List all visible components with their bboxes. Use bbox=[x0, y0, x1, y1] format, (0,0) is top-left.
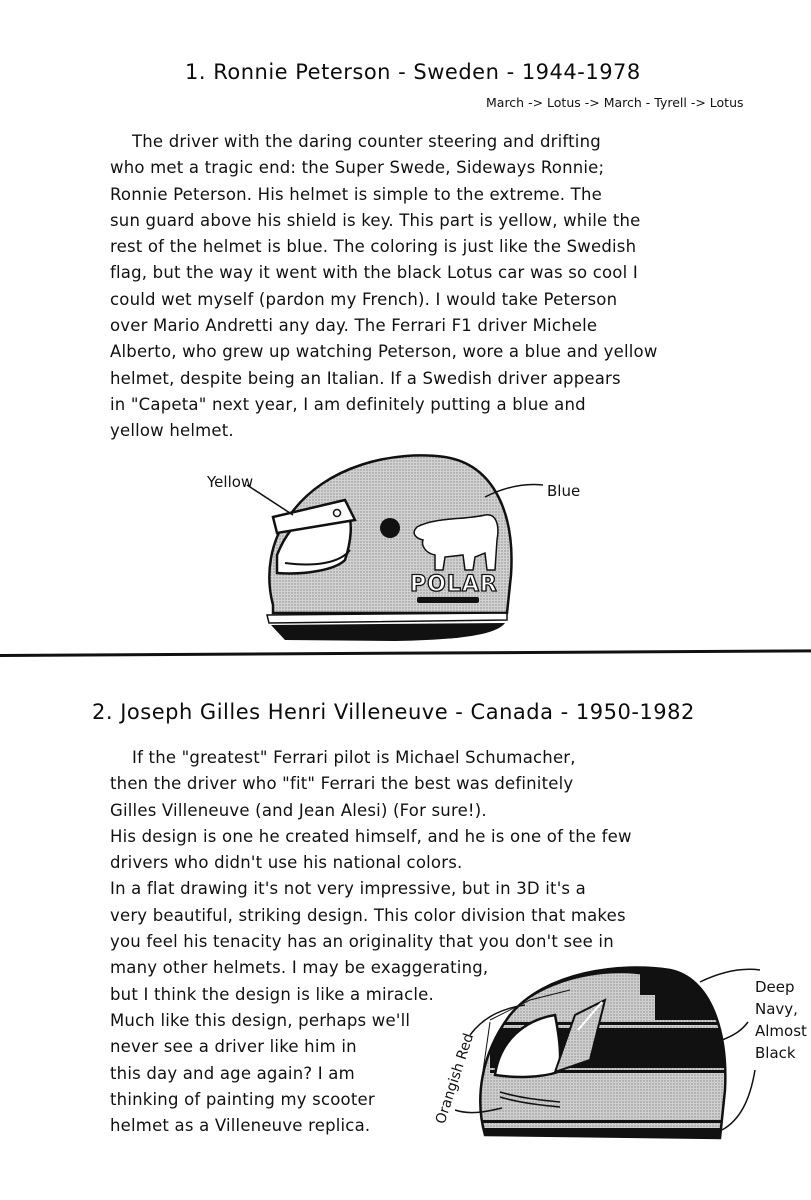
paragraph-line: Alberto, who grew up watching Peterson, wore a blue and yellow bbox=[110, 342, 658, 362]
paragraph-line: in "Capeta" next year, I am definitely putting a blue and bbox=[110, 394, 586, 414]
section-1-team-history: March -> Lotus -> March - Tyrell -> Lotus bbox=[486, 95, 744, 110]
paragraph-line: who met a tragic end: the Super Swede, Sideways Ronnie; bbox=[110, 158, 605, 178]
paragraph-line: The driver with the daring counter steering and drifting bbox=[132, 132, 601, 151]
paragraph-line: helmet as a Villeneuve replica. bbox=[110, 1116, 371, 1136]
paragraph-line: then the driver who "fit" Ferrari the best was definitely bbox=[110, 774, 574, 794]
section-divider bbox=[0, 649, 811, 657]
paragraph-line: Ronnie Peterson. His helmet is simple to the extreme. The bbox=[110, 184, 602, 204]
label-deep-navy-line-2: Navy, bbox=[755, 1000, 798, 1018]
paragraph-line: His design is one he created himself, and he is one of the few bbox=[110, 826, 632, 846]
section-1-title: 1. Ronnie Peterson - Sweden - 1944-1978 bbox=[185, 60, 641, 84]
paragraph-line: many other helmets. I may be exaggerating, bbox=[110, 958, 489, 978]
paragraph-line: this day and age again? I am bbox=[110, 1063, 355, 1083]
paragraph-line: very beautiful, striking design. This color division that makes bbox=[110, 905, 626, 925]
paragraph-line: If the "greatest" Ferrari pilot is Michael Schumacher, bbox=[132, 748, 576, 767]
villeneuve-helmet-illustration bbox=[430, 960, 811, 1150]
label-orangish-red: Orangish Red bbox=[432, 1031, 478, 1126]
paragraph-line: Much like this design, perhaps we'll bbox=[110, 1010, 411, 1030]
label-deep-navy-line-1: Deep bbox=[755, 978, 795, 996]
peterson-helmet-icon bbox=[195, 445, 605, 645]
paragraph-line: rest of the helmet is blue. The coloring is just like the Swedish bbox=[110, 237, 637, 257]
polar-logo-text: POLAR bbox=[410, 572, 498, 597]
paragraph-line: thinking of painting my scooter bbox=[110, 1089, 375, 1109]
villeneuve-helmet-icon bbox=[430, 960, 811, 1150]
paragraph-line: yellow helmet. bbox=[110, 421, 234, 441]
paragraph-line: but I think the design is like a miracle. bbox=[110, 984, 434, 1004]
paragraph-line: could wet myself (pardon my French). I would take Peterson bbox=[110, 289, 618, 309]
paragraph-line: never see a driver like him in bbox=[110, 1037, 357, 1057]
label-deep-navy-line-4: Black bbox=[755, 1044, 796, 1062]
paragraph-line: helmet, despite being an Italian. If a Swedish driver appears bbox=[110, 368, 621, 388]
section-1-body bbox=[110, 129, 658, 445]
paragraph-line: In a flat drawing it's not very impressive, but in 3D it's a bbox=[110, 879, 586, 899]
paragraph-line: drivers who didn't use his national colors. bbox=[110, 853, 463, 873]
paragraph-line: you feel his tenacity has an originality that you don't see in bbox=[110, 932, 614, 952]
label-blue: Blue bbox=[547, 482, 581, 500]
paragraph-line: flag, but the way it went with the black Lotus car was so cool I bbox=[110, 263, 638, 283]
paragraph-line: Gilles Villeneuve (and Jean Alesi) (For sure!). bbox=[110, 800, 487, 820]
paragraph-line: sun guard above his shield is key. This part is yellow, while the bbox=[110, 210, 641, 230]
section-2-title: 2. Joseph Gilles Henri Villeneuve - Canada - 1950-1982 bbox=[92, 700, 695, 724]
peterson-helmet-illustration bbox=[195, 445, 605, 645]
label-deep-navy-line-3: Almost bbox=[755, 1022, 807, 1040]
paragraph-line: over Mario Andretti any day. The Ferrari F1 driver Michele bbox=[110, 316, 598, 336]
label-yellow: Yellow bbox=[207, 473, 254, 491]
